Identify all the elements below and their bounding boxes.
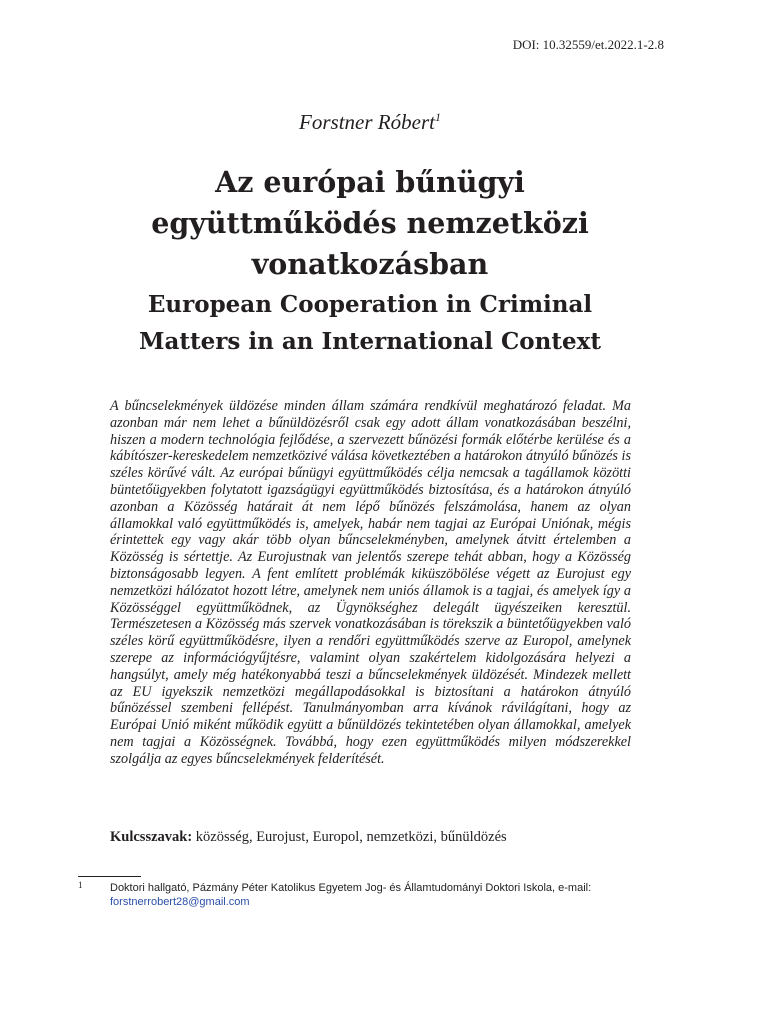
author-footnote-ref[interactable]: 1 [434, 110, 441, 124]
keywords-line [110, 829, 640, 846]
footnote-body: Doktori hallgató, Pázmány Péter Katolikus Egyetem Jog- és Államtudományi Doktori Iskola, e-mail: [110, 882, 592, 894]
keywords-value: közösség, Eurojust, Europol, nemzetközi, bűnüldözés [195, 829, 507, 845]
abstract-text: A bűncselekmények üldözése minden állam számára rendkívül meghatározó feladat. Ma azonban már nem lehet a bűnüldözésről csak egy adott állam vonatkozásában beszélni, hiszen a modern technológia fejlődése, a szervezett bűnözési formák előtérbe kerülése és a kábítószer-kereskedelem nemzetközivé válása következtében a határokon átnyúló bűnözés is széles körűvé vált. Az európai bűnügyi együttműködés célja nemcsak a tagállamok közötti büntetőügyekben folytatott igazságügyi együttműködés biztosítása, és a határokon átnyúló azonban a Közösség határait át nem lépő bűnözés felszámolása, hanem az olyan államokkal való együttműködés is, amelyek, habár nem tagjai az Európai Uniónak, mégis érintettek egy vagy akár több olyan bűncselekményben, amelynek átvitt értelemben a Közösség is sértettje. Az Eurojustnak van jelentős szerepe tehát abban, hogy a Közösség biztonságosabb legyen. A fent említett problémák kiküszöbölése végett az Eurojust egy nemzetközi hálózatot hozott létre, amelynek nem uniós államok is a tagjai, és amelyek így a Közösséggel együttműködnek, az Ügynökséghez delegált ügyészeiken keresztül. Természetesen a Közösség más szervek vonatkozásában is törekszik a büntetőügyekben való széles körű együttműködésre, ilyen a rendőri együttműködés szerve az Europol, amelynek szerepe az információgyűjtésre, valamint olyan szakértelem kidolgozására helyezi a hangsúlyt, amely még hatékonyabbá teszi a bűncselekmények üldözését. Mindezek mellett az EU igyekszik nemzetközi megállapodásokkal is biztosítani a határokon átnyúló bűnözéssel szembeni fellépést. Tanulmányomban arra kívánok rávilágítani, hogy az Európai Unió miként működik együtt a bűnüldözés tekintetében olyan államokkal, amelyek nem tagjai a Közösségnek. Továbbá, hogy ezen együttműködés milyen módszerekkel szolgálja az egyes bűncselekmények felderítését. [110, 398, 631, 767]
author-name-text: Forstner Róbert [299, 110, 435, 134]
title-english: European Cooperation in Criminal Matters in an International Context [139, 291, 601, 355]
title-hungarian: Az európai bűnügyi együttműködés nemzetközi vonatkozásban [151, 165, 589, 281]
doi-line: DOI: 10.32559/et.2022.1-2.8 [512, 37, 664, 52]
footnote-text [110, 881, 670, 909]
footnote-mark: 1 [78, 880, 83, 890]
author-name [0, 110, 740, 135]
keywords-label: Kulcsszavak: [110, 829, 193, 845]
footnote-email-link[interactable]: forstnerrobert28@gmail.com [110, 896, 250, 908]
footnote-divider [78, 876, 141, 877]
